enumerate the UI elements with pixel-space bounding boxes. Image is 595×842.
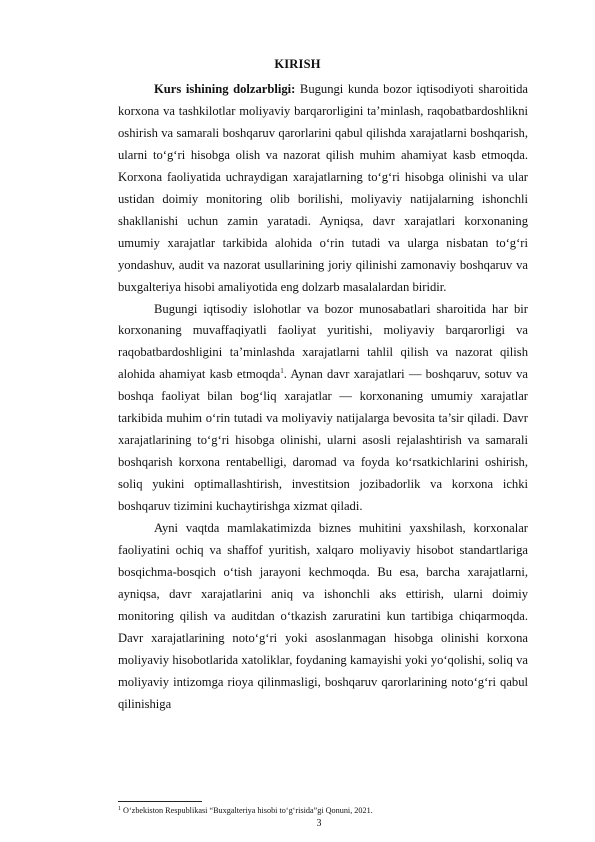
- body-text: [118, 79, 528, 716]
- paragraph-2-text-a: Bugungi iqtisodiy islohotlar va bozor munosabatlari sharoitida har bir korxonaning muvaffaqiyatli faoliyat yuritishi, moliyaviy barqarorligi va raqobatbardoshligini ta’minlashda xarajatlarni tahlil qilish va nazorat qilish alohida ahamiyat kasb etmoqda: [118, 301, 528, 382]
- paragraph-3: Ayni vaqtda mamlakatimizda biznes muhitini yaxshilash, korxonalar faoliyatini ochiq va shaffof yuritish, xalqaro moliyaviy hisobot standartlariga bosqichma-bosqich o‘tish jarayoni kechmoqda. Bu esa, barcha xarajatlarni, ayniqsa, davr xarajatlarini aniq va ishonchli aks ettirish, ularni doimiy monitoring qilish va auditdan o‘tkazish zaruratini kun tartibiga chiqarmoqda. Davr xarajatlarining noto‘g‘ri yoki asoslanmagan hisobga olinishi korxona moliyaviy hisobotlarida xatoliklar, foydaning kamayishi yoki yo‘qolishi, soliq va moliyaviy intizomga rioya qilinmasligi, boshqaruv qarorlarining noto‘g‘ri qabul qilinishiga: [118, 521, 528, 711]
- page-number: 3: [316, 818, 322, 829]
- section-heading: KIRISH: [274, 57, 321, 71]
- paragraph-1-lead: Kurs ishining dolzarbligi:: [154, 82, 296, 96]
- footnote: [118, 806, 373, 815]
- footnote-reference[interactable]: 1: [280, 367, 284, 376]
- footnote-mark: 1: [118, 806, 121, 812]
- paragraph-2-text-b: . Aynan davr xarajatlari — boshqaruv, sotuv va boshqa faoliyat bilan bog‘liq xarajatlar — korxonaning umumiy xarajatlar tarkibida muhim o‘rin tutadi va moliyaviy natijalarga bevosita ta’sir qiladi. Davr xarajatlarining to‘g‘ri hisobga olinishi, ularni asosli rejalashtirish va samarali boshqarish korxona rentabelligi, daromad va foyda ko‘rsatkichlarini oshirish, soliq yukini optimallashtirish, investitsion jozibadorlik va korxona ichki boshqaruv tizimini kuchaytirishga xizmat qiladi.: [118, 367, 528, 514]
- footnote-separator: [118, 801, 202, 802]
- paragraph-1-text: Bugungi kunda bozor iqtisodiyoti sharoitida korxona va tashkilotlar moliyaviy barqarorligini ta’minlash, raqobatbardoshlikni oshirish va samarali boshqaruv qarorlarini qabul qilishda xarajatlarni boshqarish, ularni to‘g‘ri hisobga olish va nazorat qilish muhim ahamiyat kasb etmoqda. Korxona faoliyatida uchraydigan xarajatlarning to‘g‘ri hisobga olinishi va ular ustidan doimiy monitoring olib borilishi, moliyaviy natijalarning ishonchli shakllanishi uchun zamin yaratadi. Ayniqsa, davr xarajatlari korxonaning umumiy xarajatlar tarkibida alohida o‘rin tutadi va ularga nisbatan to‘g‘ri yondashuv, audit va nazorat usullarining joriy qilinishi zamonaviy boshqaruv va buxgalteriya hisobi amaliyotida eng dolzarb masalalardan biridir.: [118, 82, 529, 294]
- footnote-text: O‘zbekiston Respublikasi “Buxgalteriya hisobi to‘g‘risida”gi Qonuni, 2021.: [121, 806, 373, 815]
- paragraph-1: [118, 79, 528, 299]
- paragraph-2: [118, 299, 528, 519]
